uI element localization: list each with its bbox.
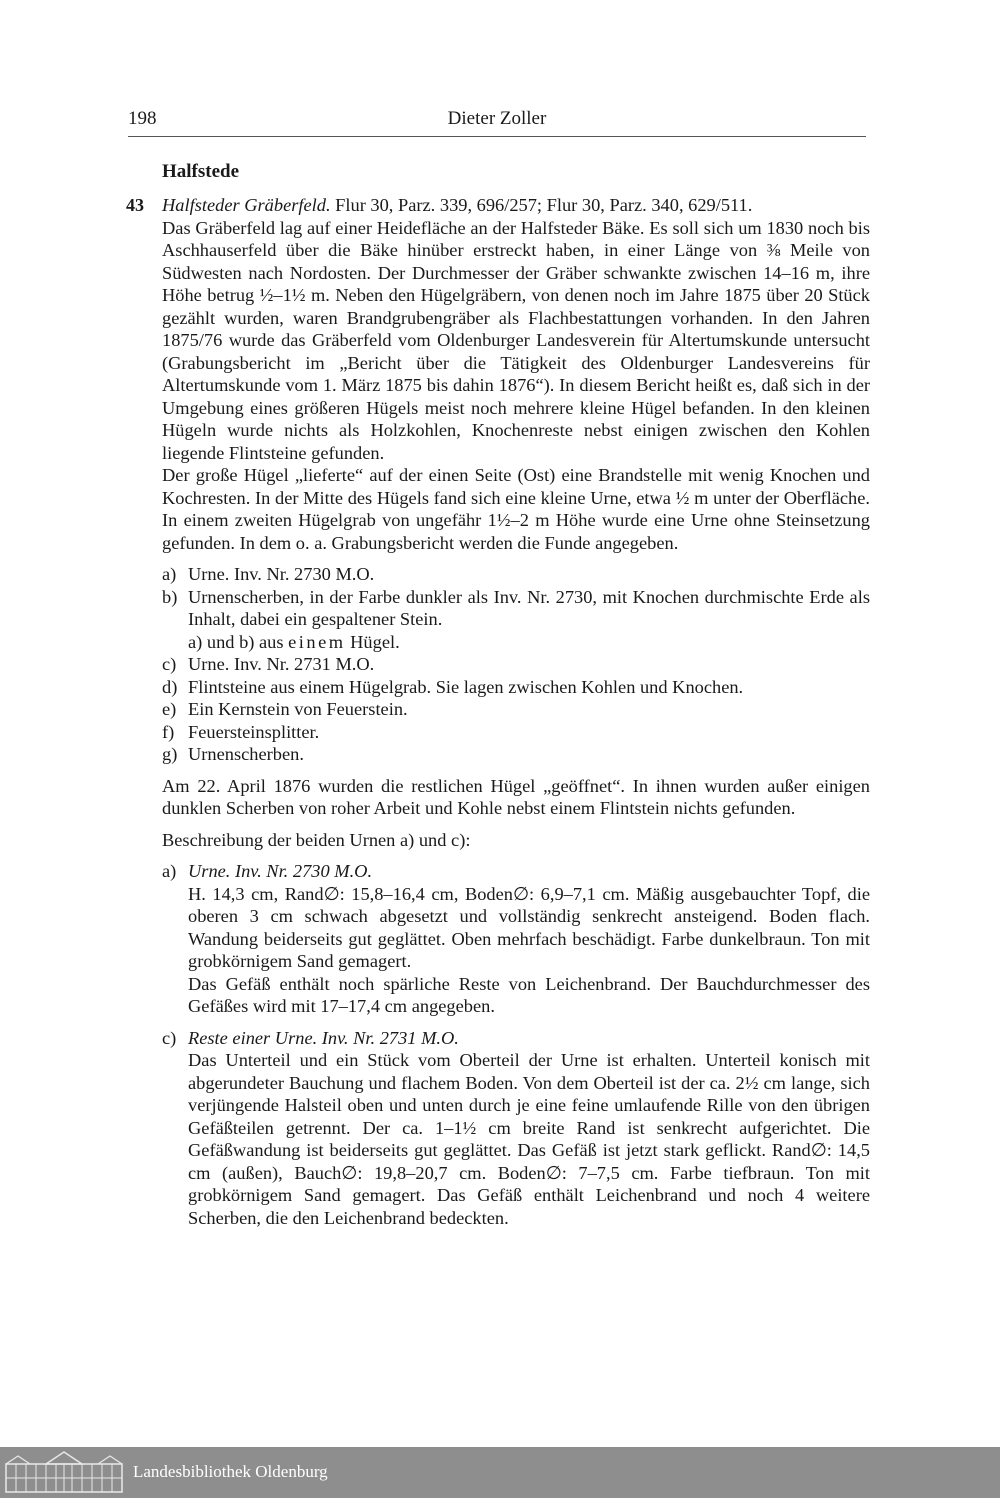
find-label: e) bbox=[162, 699, 177, 719]
find-text: Ein Kernstein von Feuerstein. bbox=[188, 699, 408, 719]
find-label: f) bbox=[162, 721, 175, 742]
description-text: Das Unterteil und ein Stück vom Oberteil der Urne ist erhalten. Unterteil konisch mit abgerundeter Bauchung und flachem Boden. Von dem Oberteil ist der ca. 2½ cm lange, sich verjüngende Halsteil oben und unten durch je eine feine umlaufende Rille von den übrigen Gefäßteilen getrennt. Der ca. 1–1½ cm breite Rand ist senkrecht aufgerichtet. Die Gefäßwandung ist beiderseits gut geglättet. Das Gefäß ist jetzt stark geflickt. Rand∅: 14,5 cm (außen), Bauch∅: 19,8–20,7 cm. Boden∅: 7–7,5 cm. Farbe tiefbraun. Ton mit grobkörnigem Sand gemagert. Das Gefäß enthält Leichenbrand und noch 4 weitere Scherben, die den Leichenbrand bedeckten. bbox=[188, 1050, 870, 1228]
description-heading: Beschreibung der beiden Urnen a) und c): bbox=[162, 829, 471, 850]
find-label: d) bbox=[162, 676, 178, 697]
list-item bbox=[162, 563, 870, 586]
urn-descriptions bbox=[162, 860, 870, 1229]
urn-description-a bbox=[162, 860, 870, 1018]
section-title: Halfstede bbox=[162, 161, 240, 182]
entry-intro-text: Das Gräberfeld lag auf einer Heidefläche an der Halfsteder Bäke. Es soll sich um 1830 noch bis Aschhauserfeld über die Bäke hinüber erstreckt haben, in einer Länge von ⅜ Meile von Südwesten nach Nordosten. Der Durchmesser der Gräber schwankte zwischen 14–16 m, ihre Höhe betrug ½–1½ m. Neben den Hügelgräbern, von denen noch im Jahre 1875 über 20 Stück gezählt wurden, waren Brandgrubengräber als Flachbestattungen vorhanden. In den Jahren 1875/76 wurde das Gräberfeld vom Oldenburger Landesverein für Altertumskunde untersucht (Grabungsbericht im „Bericht über die Tätigkeit des Oldenburger Landesvereins für Altertumskunde vom 1. März 1875 bis dahin 1876“). In diesem Bericht heißt es, daß sich in der Umgebung eines größeren Hügels meist noch mehrere kleine Hügel befanden. In den kleinen Hügeln wurde nichts als Holzkohlen, Knochenreste nebst einigen zwischen den Kohlen liegende Flintsteine gefunden. bbox=[162, 217, 870, 463]
april-paragraph: Am 22. April 1876 wurden die restlichen Hügel „geöffnet“. In ihnen wurden außer einigen dunklen Scherben von roher Arbeit und Kohle nebst einem Flintstein nichts gefunden. bbox=[162, 775, 870, 818]
library-building-icon bbox=[4, 1450, 124, 1494]
find-text: Flintsteine aus einem Hügelgrab. Sie lagen zwischen Kohlen und Knochen. bbox=[188, 676, 744, 697]
running-header-author: Dieter Zoller bbox=[447, 108, 547, 129]
find-text: Urne. Inv. Nr. 2730 M.O. bbox=[188, 564, 375, 584]
find-text: Urnenscherben. bbox=[188, 744, 304, 764]
list-item bbox=[162, 653, 870, 676]
list-item bbox=[162, 586, 870, 654]
entry-second-paragraph: Der große Hügel „lieferte“ auf der einen Seite (Ost) eine Brandstelle mit wenig Knochen und Kochresten. In der Mitte des Hügels fand sich eine kleine Urne, etwa ½ m unter der Oberfläche. In einem zweiten Hügelgrab von ungefähr 1½–2 m Höhe wurde eine Urne ohne Steinsetzung gefunden. In dem o. a. Grabungsbericht werden die Funde angegeben. bbox=[162, 465, 870, 553]
entry-location: Flur 30, Parz. 339, 696/257; Flur 30, Parz. 340, 629/511. bbox=[330, 195, 753, 215]
find-label: a) bbox=[162, 564, 177, 584]
entry-body bbox=[162, 194, 870, 1229]
find-label: b) bbox=[162, 586, 178, 607]
find-text: Urnenscherben, in der Farbe dunkler als Inv. Nr. 2730, mit Knochen durchmischte Erde als Inhalt, dabei ein gespaltener Stein. bbox=[188, 586, 870, 629]
description-title: Reste einer Urne. Inv. Nr. 2731 M.O. bbox=[188, 1027, 459, 1048]
find-text: Feuersteinsplitter. bbox=[188, 721, 320, 742]
description-label: c) bbox=[162, 1027, 177, 1048]
find-text: Urne. Inv. Nr. 2731 M.O. bbox=[188, 654, 375, 674]
running-header bbox=[128, 106, 866, 137]
find-note: a) und b) aus einem Hügel. bbox=[188, 631, 400, 652]
library-name: Landesbibliothek Oldenburg bbox=[133, 1462, 328, 1481]
description-text-continued: Das Gefäß enthält noch spärliche Reste von Leichenbrand. Der Bauchdurchmesser des Gefäßes wird mit 17–17,4 cm angegeben. bbox=[188, 973, 870, 1016]
description-label: a) bbox=[162, 861, 177, 881]
entry-intro-paragraph bbox=[162, 194, 870, 464]
list-item bbox=[162, 743, 870, 766]
find-label: c) bbox=[162, 654, 177, 674]
entry-title: Halfsteder Gräberfeld. bbox=[162, 195, 331, 215]
page-number: 198 bbox=[128, 108, 157, 129]
finds-list bbox=[162, 563, 870, 766]
description-title: Urne. Inv. Nr. 2730 M.O. bbox=[188, 861, 373, 881]
find-label: g) bbox=[162, 744, 178, 764]
urn-description-c bbox=[162, 1027, 870, 1230]
entry-number: 43 bbox=[126, 195, 144, 215]
description-text: H. 14,3 cm, Rand∅: 15,8–16,4 cm, Boden∅: 6,9–7,1 cm. Mäßig ausgebauchter Topf, die oberen 3 cm schwach abgesetzt und vollständig senkrecht ansteigend. Boden flach. Wandung beiderseits gut geglättet. Oben mehrfach beschädigt. Farbe dunkelbraun. Ton mit grobkörnigem Sand gemagert. bbox=[188, 883, 870, 971]
list-item bbox=[162, 698, 870, 721]
list-item bbox=[162, 676, 870, 699]
list-item bbox=[162, 721, 870, 744]
library-footer-bar bbox=[0, 1447, 1000, 1498]
